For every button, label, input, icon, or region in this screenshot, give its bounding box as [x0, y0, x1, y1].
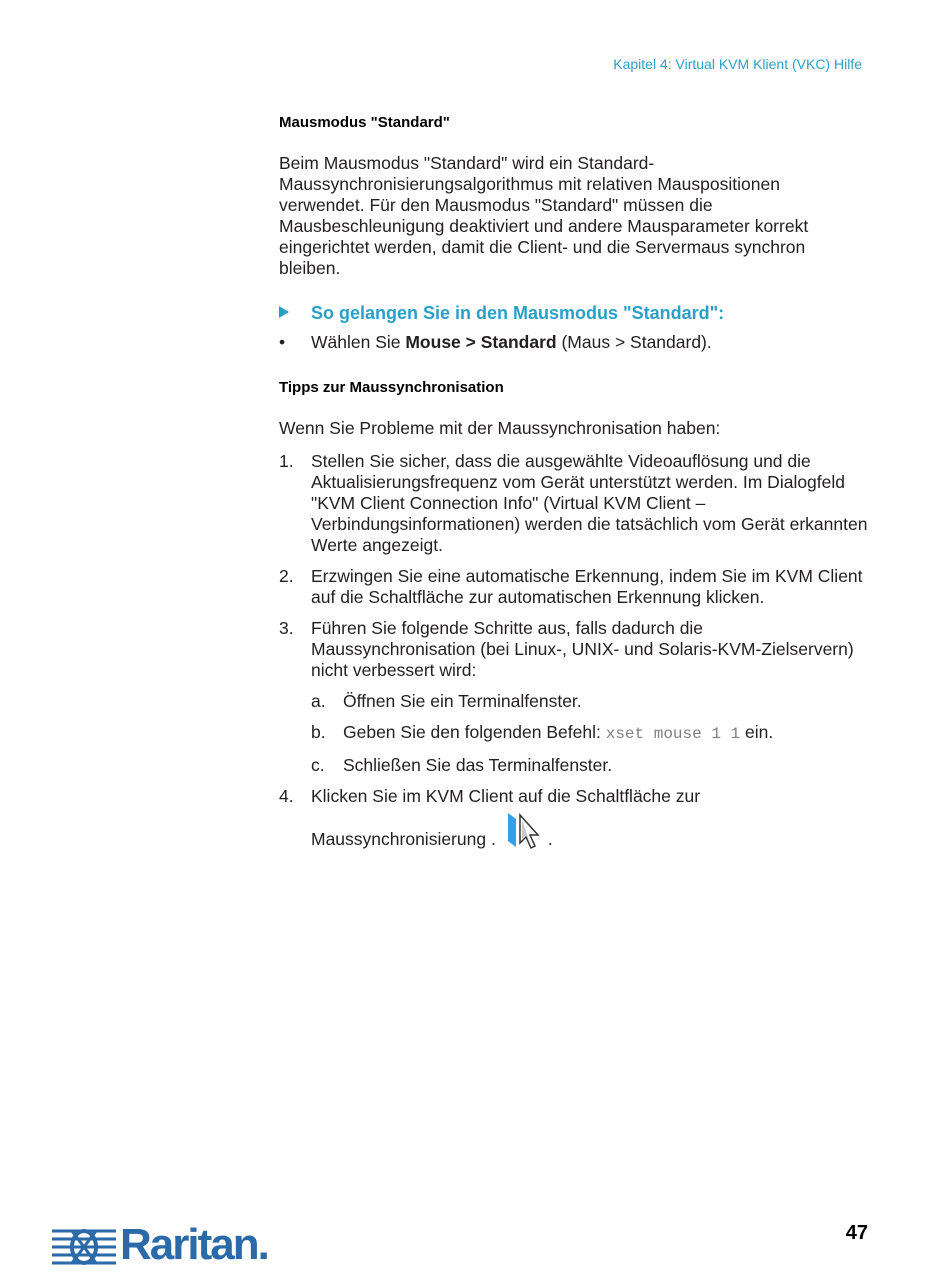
tips-intro: Wenn Sie Probleme mit der Maussynchronisation haben:: [279, 418, 721, 438]
procedure-bullet-text: Wählen Sie Mouse > Standard (Maus > Standard).: [311, 332, 712, 352]
substep-text: Schließen Sie das Terminalfenster.: [343, 755, 613, 775]
substep-a: [311, 691, 869, 712]
substep-letter: a.: [311, 691, 326, 711]
raritan-logo: [52, 1220, 268, 1270]
section-heading-tips: Tipps zur Maussynchronisation: [279, 379, 504, 396]
substep-c: [311, 755, 869, 776]
step-text-end: .: [547, 829, 553, 849]
substep-letter: c.: [311, 755, 325, 775]
step-text: Klicken Sie im KVM Client auf die Schaltfläche zur: [311, 786, 701, 806]
step-text: Stellen Sie sicher, dass die ausgewählte Videoauflösung und die Aktualisierungsfrequenz vom Gerät unterstützt werden. Im Dialogfeld "KVM Client Connection Info" (Virtual KVM Client – Verbindungsinformationen) werden die tatsächlich vom Gerät erkannten Werte angezeigt.: [311, 451, 868, 555]
procedure-heading-text: So gelangen Sie in den Mausmodus "Standard":: [311, 303, 725, 323]
page-number: 47: [845, 1222, 868, 1244]
page-content: [279, 112, 869, 866]
raritan-logo-icon: [52, 1225, 116, 1265]
mouse-sync-icon: [506, 811, 544, 856]
triangle-bullet-icon: [279, 306, 289, 318]
step-text: Erzwingen Sie eine automatische Erkennung, indem Sie im KVM Client auf die Schaltfläche zur automatischen Erkennung klicken.: [311, 566, 863, 607]
substep-text: Öffnen Sie ein Terminalfenster.: [343, 691, 582, 711]
step-number: 4.: [279, 786, 294, 806]
step-number: 3.: [279, 618, 294, 638]
step-number: 2.: [279, 566, 294, 586]
step-text-line2: Maussynchronisierung .: [311, 829, 496, 849]
step-4: [279, 786, 869, 856]
running-header: Kapitel 4: Virtual KVM Klient (VKC) Hilfe: [613, 56, 862, 72]
bullet-dot-icon: •: [279, 332, 286, 352]
section-heading-standard-mode: Mausmodus "Standard": [279, 114, 450, 131]
step-2: [279, 566, 869, 608]
procedure-bullet: [279, 332, 869, 353]
step-text: Führen Sie folgende Schritte aus, falls dadurch die Maussynchronisation (bei Linux-, UNIX- und Solaris-KVM-Zielservern) nicht verbessert wird:: [311, 618, 854, 680]
step-number: 1.: [279, 451, 294, 471]
substep-b: [311, 722, 869, 745]
raritan-logo-text: Raritan.: [120, 1220, 268, 1269]
standard-mode-description: Beim Mausmodus "Standard" wird ein Standard-Maussynchronisierungsalgorithmus mit relativen Mauspositionen verwendet. Für den Mausmodus "Standard" müssen die Mausbeschleunigung deaktiviert und andere Mausparameter korrekt eingerichtet werden, damit die Client- und die Servermaus synchron bleiben.: [279, 153, 809, 278]
step-3: [279, 618, 869, 776]
substep-letter: b.: [311, 722, 326, 742]
procedure-heading: [279, 303, 869, 324]
step-1: [279, 451, 869, 556]
substep-text: Geben Sie den folgenden Befehl: xset mouse 1 1 ein.: [343, 722, 774, 743]
command-code: xset mouse 1 1: [605, 725, 741, 743]
